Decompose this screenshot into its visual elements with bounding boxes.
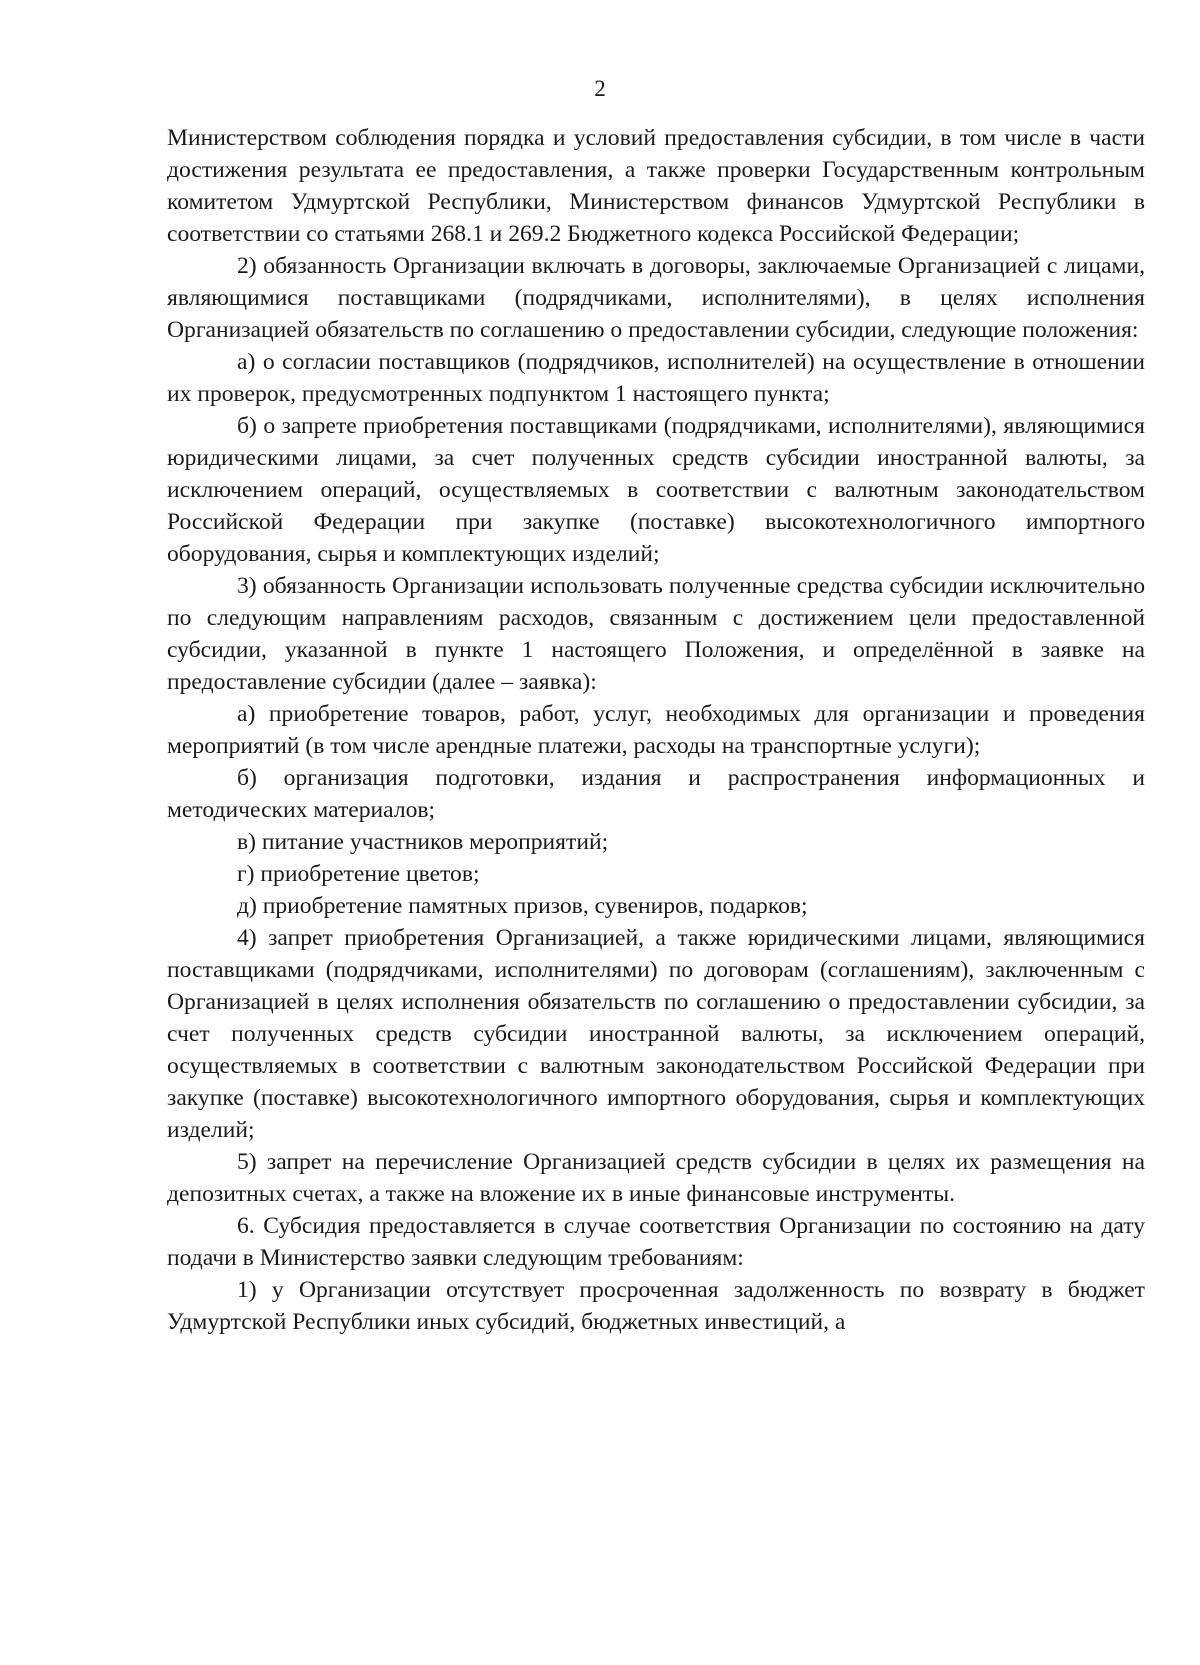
paragraph-item-3: 3) обязанность Организации использовать полученные средства субсидии исключительно по следующим направлениям расходов, связанным с достижением цели предоставленной субсидии, указанной в пункте 1 настоящего Положения, и определённой в заявке на предоставление субсидии (далее – заявка): [167,573,1145,695]
paragraph-item-2b: б) о запрете приобретения поставщиками (подрядчиками, исполнителями), являющимися юридическими лицами, за счет полученных средств субсидии иностранной валюты, за исключением операций, осуществляемых в соответствии с валютным законодательством Российской Федерации при закупке (поставке) высокотехнологичного импортного оборудования, сырья и комплектующих изделий; [167,413,1145,567]
page-number: 2 [594,76,606,101]
paragraph-item-3v: в) питание участников мероприятий; [237,829,609,855]
paragraph-item-3d: д) приобретение памятных призов, сувениров, подарков; [237,893,808,919]
paragraph-item-3b: б) организация подготовки, издания и распространения информационных и методических материалов; [167,765,1145,823]
document-body [167,122,1145,1338]
paragraph-item-5: 5) запрет на перечисление Организацией средств субсидии в целях их размещения на депозитных счетах, а также на вложение их в иные финансовые инструменты. [167,1149,1145,1207]
paragraph-item-3g: г) приобретение цветов; [237,861,480,887]
paragraph-section-6: 6. Субсидия предоставляется в случае соответствия Организации по состоянию на дату подачи в Министерство заявки следующим требованиям: [167,1213,1145,1271]
paragraph-item-3a: а) приобретение товаров, работ, услуг, необходимых для организации и проведения мероприятий (в том числе арендные платежи, расходы на транспортные услуги); [167,701,1145,759]
paragraph-continuation: Министерством соблюдения порядка и условий предоставления субсидии, в том числе в части достижения результата ее предоставления, а также проверки Государственным контрольным комитетом Удмуртской Республики, Министерством финансов Удмуртской Республики в соответствии со статьями 268.1 и 269.2 Бюджетного кодекса Российской Федерации; [167,125,1145,247]
paragraph-item-2a: а) о согласии поставщиков (подрядчиков, исполнителей) на осуществление в отношении их проверок, предусмотренных подпунктом 1 настоящего пункта; [167,349,1145,407]
paragraph-item-4: 4) запрет приобретения Организацией, а также юридическими лицами, являющимися поставщиками (подрядчиками, исполнителями) по договорам (соглашениям), заключенным с Организацией в целях исполнения обязательств по соглашению о предоставлении субсидии, за счет полученных средств субсидии иностранной валюты, за исключением операций, осуществляемых в соответствии с валютным законодательством Российской Федерации при закупке (поставке) высокотехнологичного импортного оборудования, сырья и комплектующих изделий; [167,925,1145,1143]
paragraph-item-2: 2) обязанность Организации включать в договоры, заключаемые Организацией с лицами, являющимися поставщиками (подрядчиками, исполнителями), в целях исполнения Организацией обязательств по соглашению о предоставлении субсидии, следующие положения: [167,253,1145,343]
paragraph-section-6-item-1: 1) у Организации отсутствует просроченная задолженность по возврату в бюджет Удмуртской Республики иных субсидий, бюджетных инвестиций, а [167,1277,1145,1335]
